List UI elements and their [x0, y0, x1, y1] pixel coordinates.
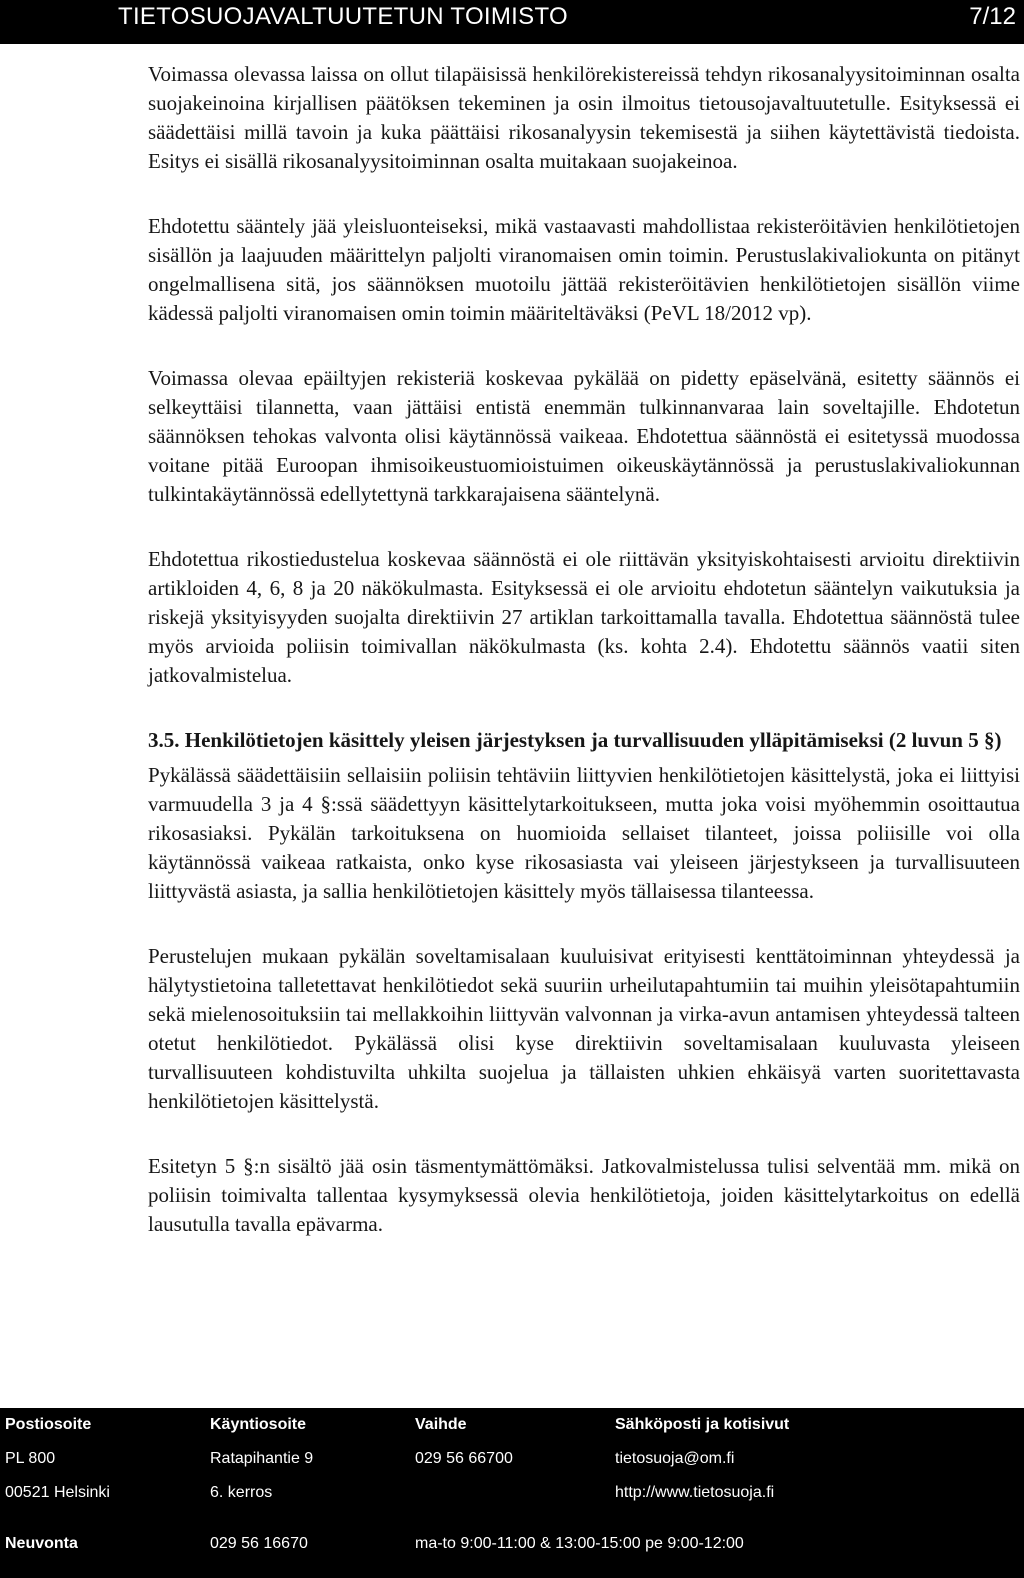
footer-text: ma-to 9:00-11:00 & 13:00-15:00 pe 9:00-12:00	[415, 1535, 744, 1552]
footer-text: 6. kerros	[210, 1484, 273, 1501]
footer-heading: Postiosoite	[5, 1416, 92, 1433]
email-link[interactable]: tietosuoja@om.fi	[615, 1450, 735, 1467]
paragraph: Ehdotettua rikostiedustelua koskevaa säännöstä ei ole riittävän yksityiskohtaisesti arvioitu direktiivin artikloiden 4, 6, 8 ja 20 näkökulmasta. Esityksessä ei ole arvioitu ehdotetun sääntelyn vaikutuksia ja riskejä yksityisyyden suojalta direktiivin 27 artiklan tarkoittamalla tavalla. Ehdotettua säännöstä tulee myös arvioida poliisin toimivallan näkökulmasta (ks. kohta 2.4). Ehdotettu säännös vaatii siten jatkovalmistelua.	[148, 547, 1020, 687]
page-header	[0, 0, 1024, 44]
website-link[interactable]: http://www.tietosuoja.fi	[615, 1484, 775, 1501]
section-heading: 3.5. Henkilötietojen käsittely yleisen järjestyksen ja turvallisuuden ylläpitämiseksi (2 luvun 5 §)	[148, 728, 1002, 752]
page-footer	[0, 1408, 1024, 1578]
footer-heading: Vaihde	[415, 1416, 467, 1433]
paragraph: Perustelujen mukaan pykälän soveltamisalaan kuuluisivat erityisesti kenttätoiminnan yhteydessä ja hälytystietoina talletettavat henkilötiedot sekä suuriin urheilutapahtumiin tai muihin yleisötapahtumiin sekä mielenosoituksiin tai mellakkoihin liittyvän valvonnan ja virka-avun antamisen yhteydessä talteen otetut henkilötiedot. Pykälässä olisi kyse direktiivin soveltamisalaan kuuluvasta yleiseen turvallisuuteen kohdistuvilta uhkilta suojelua ja tällaisten uhkien ehkäisyä varten suoritettavasta henkilötietojen käsittelystä.	[148, 944, 1020, 1113]
footer-text: 029 56 66700	[415, 1450, 513, 1467]
paragraph: Esitetyn 5 §:n sisältö jää osin täsmentymättömäksi. Jatkovalmistelussa tulisi selventää mm. mikä on poliisin toimivalta tallentaa kysymyksessä olevia henkilötietoja, joiden käsittelytarkoitus on edellä lausutulla tavalla epävarma.	[148, 1154, 1020, 1236]
paragraph: Voimassa olevassa laissa on ollut tilapäisissä henkilörekistereissä tehdyn rikosanalyysitoiminnan osalta suojakeinoina kirjallisen päätöksen tekeminen ja osin ilmoitus tietousojavaltuutetulle. Esityksessä ei säädettäisi millä tavoin ja kuka päättäisi rikosanalyysin tekemisestä ja siihen käytettävistä tiedoista. Esitys ei sisällä rikosanalyysitoiminnan osalta muitakaan suojakeinoa.	[148, 62, 1020, 173]
document-body	[148, 60, 1020, 1239]
footer-text: PL 800	[5, 1450, 56, 1467]
page-number: 7/12	[969, 3, 1016, 30]
footer-heading: Käyntiosoite	[210, 1416, 307, 1433]
footer-visiting-column	[210, 1408, 313, 1510]
footer-advice-row	[0, 1527, 1024, 1561]
footer-switchboard-column	[415, 1408, 513, 1476]
footer-text: 029 56 16670	[210, 1535, 308, 1552]
organization-name: TIETOSUOJAVALTUUTETUN TOIMISTO	[118, 3, 568, 30]
footer-contact-column	[615, 1408, 789, 1510]
paragraph: Ehdotettu sääntely jää yleisluonteiseksi, mikä vastaavasti mahdollistaa rekisteröitävien henkilötietojen sisällön ja laajuuden määrittelyn paljolti viranomaisen omin toimin. Perustuslakivaliokunta on pitänyt ongelmallisena sitä, jos säännöksen muotoilu jättää rekisteröitävien henkilötietojen sisällön viime kädessä paljolti viranomaisen omin toimin määriteltäväksi (PeVL 18/2012 vp).	[148, 214, 1020, 325]
paragraph: Voimassa olevaa epäiltyjen rekisteriä koskevaa pykälää on pidetty epäselvänä, esitetty säännös ei selkeyttäisi tilannetta, vaan jättäisi entistä enemmän tulkinnanvaraa lain soveltajille. Ehdotetun säännöksen tehokas valvonta olisi käytännössä vaikeaa. Ehdotettua säännöstä ei esitetyssä muodossa voitane pitää Euroopan ihmisoikeustuomioistuimen oikeuskäytännössä ja perustuslakivaliokunnan tulkintakäytännössä edellytettynä tarkkarajaisena sääntelynä.	[148, 366, 1020, 506]
footer-text: 00521 Helsinki	[5, 1484, 110, 1501]
footer-heading: Neuvonta	[5, 1535, 78, 1552]
footer-heading: Sähköposti ja kotisivut	[615, 1416, 790, 1433]
paragraph: Pykälässä säädettäisiin sellaisiin poliisin tehtäviin liittyvien henkilötietojen käsittelystä, joka ei liittyisi varmuudella 3 ja 4 §:ssä säädettyyn käsittelytarkoitukseen, mutta joka voisi myöhemmin osoittautua rikosasiaksi. Pykälän tarkoituksena on huomioida sellaiset tilanteet, joissa poliisille voi olla käytännössä vaikeaa ratkaista, onko kyse rikosasiasta vai yleiseen järjestykseen ja turvallisuuteen liittyvästä asiasta, ja sallia henkilötietojen käsittely myös tällaisessa tilanteessa.	[148, 763, 1020, 903]
footer-postal-column	[5, 1408, 110, 1510]
footer-text: Ratapihantie 9	[210, 1450, 314, 1467]
